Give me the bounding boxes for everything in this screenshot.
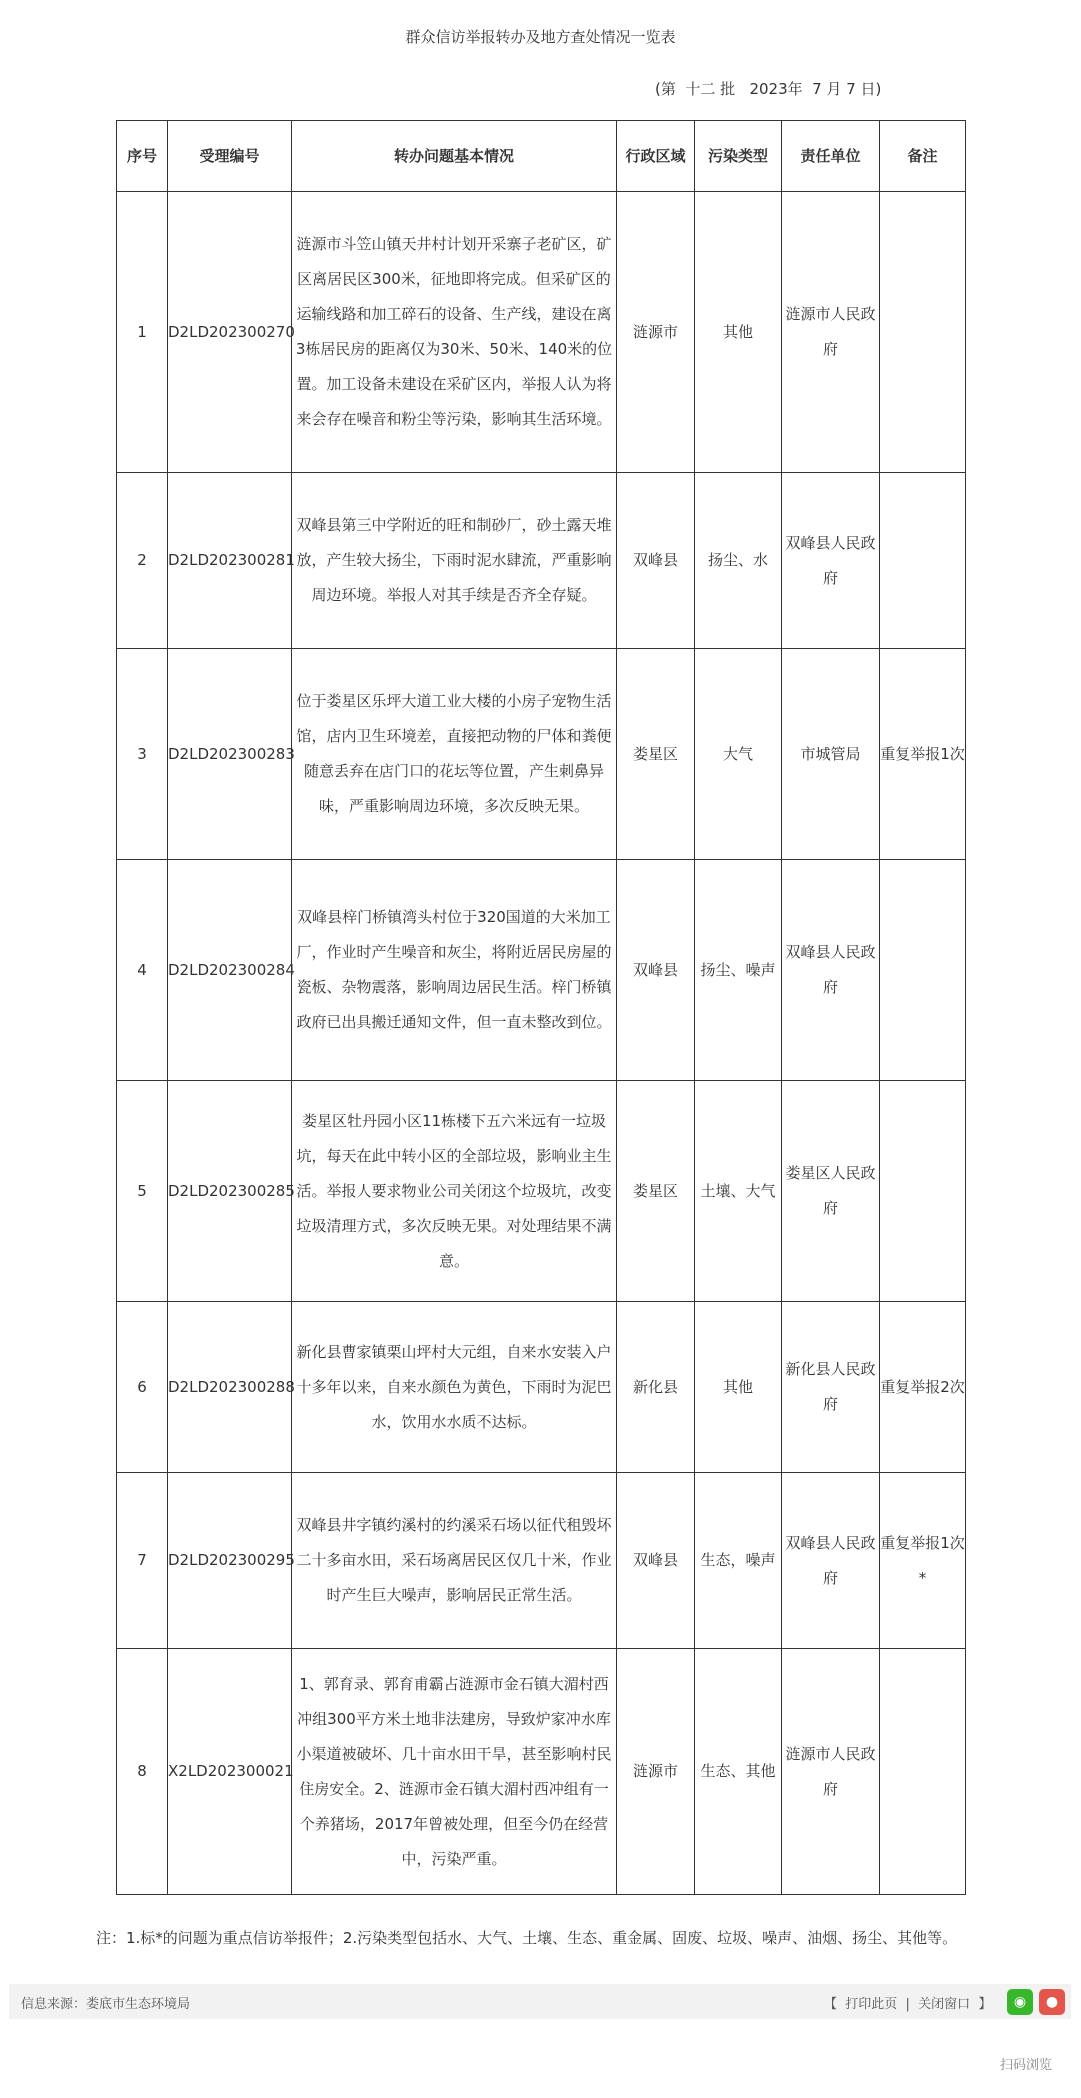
row-seq: 2: [117, 473, 168, 649]
report-table: [116, 120, 966, 1895]
table-row: [117, 860, 966, 1081]
row-unit: 双峰县人民政府: [782, 860, 880, 1081]
row-remark: [880, 192, 966, 473]
header-remark: 备注: [880, 121, 966, 192]
row-desc: 位于娄星区乐坪大道工业大楼的小房子宠物生活馆，店内卫生环境差，直接把动物的尸体和粪便随意丢弃在店门口的花坛等位置，产生刺鼻异味，严重影响周边环境，多次反映无果。: [292, 649, 617, 860]
key-mark: *: [918, 1568, 927, 1587]
row-id: D2LD202300281: [168, 473, 292, 649]
row-remark: 重复举报1次: [880, 649, 966, 860]
row-type: 扬尘、水: [695, 473, 782, 649]
header-desc: 转办问题基本情况: [292, 121, 617, 192]
row-type: 大气: [695, 649, 782, 860]
row-desc: 娄星区牡丹园小区11栋楼下五六米远有一垃圾坑，每天在此中转小区的全部垃圾，影响业主生活。举报人要求物业公司关闭这个垃圾坑，改变垃圾清理方式，多次反映无果。对处理结果不满意。: [292, 1081, 617, 1302]
row-region: 双峰县: [617, 473, 695, 649]
row-seq: 5: [117, 1081, 168, 1302]
table-row: [117, 1473, 966, 1649]
scan-browse-label[interactable]: 扫码浏览: [1000, 2058, 1053, 2073]
row-region: 娄星区: [617, 649, 695, 860]
row-id: D2LD202300288: [168, 1302, 292, 1473]
row-type: 土壤、大气: [695, 1081, 782, 1302]
row-desc: 涟源市斗笠山镇天井村计划开采寨子老矿区，矿区离居民区300米，征地即将完成。但采矿区的运输线路和加工碎石的设备、生产线，建设在离3栋居民房的距离仅为30米、50米、140米的位置。加工设备未建设在采矿区内，举报人认为将来会存在噪音和粉尘等污染，影响其生活环境。: [292, 192, 617, 473]
row-remark-cell: [880, 1473, 966, 1649]
info-source: 信息来源：娄底市生态环境局: [21, 1997, 191, 2012]
table-row: [117, 192, 966, 473]
row-seq: 8: [117, 1649, 168, 1895]
page-title: 群众信访举报转办及地方查处情况一览表: [405, 28, 676, 46]
row-seq: 7: [117, 1473, 168, 1649]
row-unit: 新化县人民政府: [782, 1302, 880, 1473]
row-desc: 双峰县井字镇约溪村的约溪采石场以征代租毁坏二十多亩水田，采石场离居民区仅几十米，作业时产生巨大噪声，影响居民正常生活。: [292, 1473, 617, 1649]
table-row: [117, 649, 966, 860]
header-type: 污染类型: [695, 121, 782, 192]
row-type: 扬尘、噪声: [695, 860, 782, 1081]
print-close-links[interactable]: 【 打印此页 | 关闭窗口 】: [824, 1997, 992, 2012]
header-unit: 责任单位: [782, 121, 880, 192]
row-unit: 涟源市人民政府: [782, 192, 880, 473]
row-seq: 1: [117, 192, 168, 473]
header-id: 受理编号: [168, 121, 292, 192]
row-type: 其他: [695, 192, 782, 473]
row-id: D2LD202300283: [168, 649, 292, 860]
row-desc: 双峰县第三中学附近的旺和制砂厂，砂土露天堆放，产生较大扬尘，下雨时泥水肆流，严重影响周边环境。举报人对其手续是否齐全存疑。: [292, 473, 617, 649]
row-unit: 娄星区人民政府: [782, 1081, 880, 1302]
row-id: D2LD202300284: [168, 860, 292, 1081]
header-seq: 序号: [117, 121, 168, 192]
row-region: 双峰县: [617, 1473, 695, 1649]
table-row: [117, 473, 966, 649]
row-unit: 市城管局: [782, 649, 880, 860]
row-seq: 4: [117, 860, 168, 1081]
table-note: 注：1.标*的问题为重点信访举报件；2.污染类型包括水、大气、土壤、生态、重金属、固废、垃圾、噪声、油烟、扬尘、其他等。: [96, 1929, 958, 1947]
row-id: D2LD202300270: [168, 192, 292, 473]
row-unit: 双峰县人民政府: [782, 1473, 880, 1649]
row-remark: 重复举报1次: [880, 1533, 965, 1552]
row-remark: 重复举报2次: [880, 1302, 966, 1473]
row-desc: 1、郭育录、郭育甫霸占涟源市金石镇大湄村西冲组300平方米土地非法建房，导致炉家冲水库小渠道被破坏、几十亩水田干旱，甚至影响村民住房安全。2、涟源市金石镇大湄村西冲组有一个养猪场，2017年曾被处理，但至今仍在经营中，污染严重。: [292, 1649, 617, 1895]
table-row: [117, 1302, 966, 1473]
row-seq: 6: [117, 1302, 168, 1473]
row-id: X2LD202300021: [168, 1649, 292, 1895]
row-region: 双峰县: [617, 860, 695, 1081]
row-type: 生态、其他: [695, 1649, 782, 1895]
table-row: [117, 1081, 966, 1302]
row-remark: [880, 473, 966, 649]
row-id: D2LD202300295: [168, 1473, 292, 1649]
row-remark: [880, 860, 966, 1081]
row-region: 涟源市: [617, 192, 695, 473]
row-remark: [880, 1081, 966, 1302]
header-region: 行政区域: [617, 121, 695, 192]
table-row: [117, 1649, 966, 1895]
batch-info: (第 十二 批 2023年 7 月 7 日): [655, 80, 882, 98]
row-seq: 3: [117, 649, 168, 860]
footer-bar: [9, 1984, 1071, 2019]
row-desc: 双峰县梓门桥镇湾头村位于320国道的大米加工厂，作业时产生噪音和灰尘，将附近居民房屋的瓷板、杂物震落，影响周边居民生活。梓门桥镇政府已出具搬迁通知文件，但一直未整改到位。: [292, 860, 617, 1081]
weibo-icon[interactable]: ●: [1039, 1989, 1065, 2015]
wechat-icon[interactable]: ◉: [1007, 1989, 1033, 2015]
table-header: [117, 121, 966, 192]
row-region: 涟源市: [617, 1649, 695, 1895]
row-remark: [880, 1649, 966, 1895]
row-region: 娄星区: [617, 1081, 695, 1302]
row-type: 其他: [695, 1302, 782, 1473]
row-region: 新化县: [617, 1302, 695, 1473]
row-id: D2LD202300285: [168, 1081, 292, 1302]
row-unit: 涟源市人民政府: [782, 1649, 880, 1895]
row-desc: 新化县曹家镇栗山坪村大元组，自来水安装入户十多年以来，自来水颜色为黄色，下雨时为泥巴水，饮用水水质不达标。: [292, 1302, 617, 1473]
row-unit: 双峰县人民政府: [782, 473, 880, 649]
row-type: 生态，噪声: [695, 1473, 782, 1649]
